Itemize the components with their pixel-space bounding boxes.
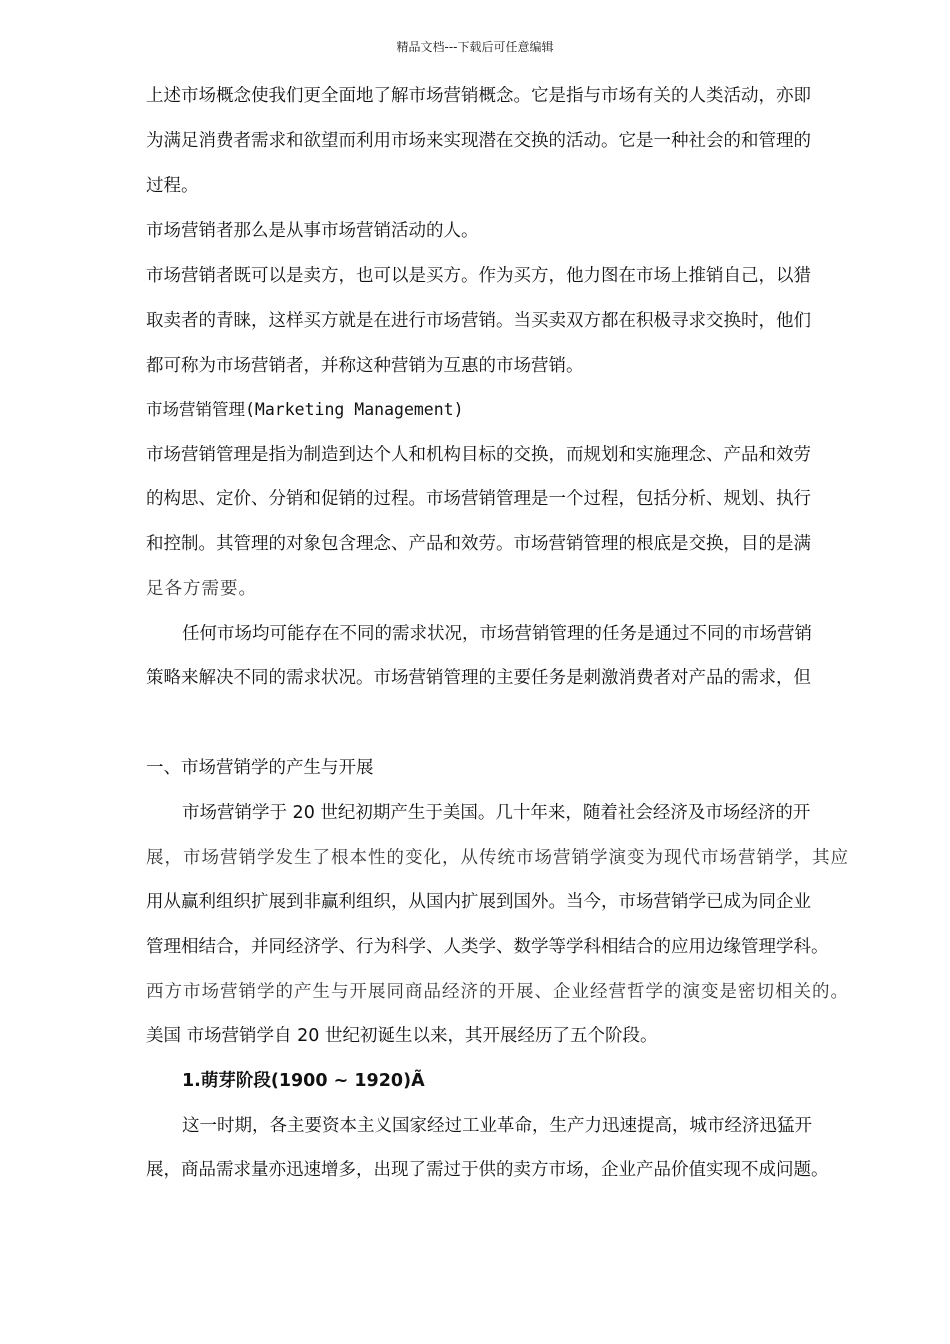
body-line: 过程。	[146, 176, 199, 196]
page-header: 精品文档---下载后可任意编辑	[396, 40, 554, 54]
section-heading: 市场营销管理(Marketing Management)	[146, 400, 464, 419]
body-line: 足各方需要。	[146, 579, 257, 599]
body-line: 取卖者的青睐，这样买方就是在进行市场营销。当买卖双方都在积极寻求交换时，他们	[146, 311, 811, 331]
subsection-heading: 1.萌芽阶段(1900 ~ 1920)Ã	[182, 1071, 425, 1091]
body-line: 市场营销者那么是从事市场营销活动的人。	[146, 221, 479, 241]
section-heading: 一、市场营销学的产生与开展	[146, 758, 374, 778]
body-line: 的构思、定价、分销和促销的过程。市场营销管理是一个过程，包括分析、规划、执行	[146, 489, 811, 509]
body-line: 西方市场营销学的产生与开展同商品经济的开展、企业经营哲学的演变是密切相关的。	[146, 982, 849, 1002]
body-line: 展，市场营销学发生了根本性的变化，从传统市场营销学演变为现代市场营销学，其应	[146, 848, 849, 868]
body-line: 市场营销者既可以是卖方，也可以是买方。作为买方，他力图在市场上推销自己，以猎	[146, 266, 811, 286]
body-line: 展，商品需求量亦迅速增多，出现了需过于供的卖方市场，企业产品价值实现不成问题。	[146, 1160, 829, 1180]
body-line: 美国 市场营销学自 20 世纪初诞生以来，其开展经历了五个阶段。	[146, 1026, 658, 1046]
body-line: 任何市场均可能存在不同的需求状况，市场营销管理的任务是通过不同的市场营销	[182, 624, 812, 644]
body-line: 市场营销学于 20 世纪初期产生于美国。几十年来，随着社会经济及市场经济的开	[182, 803, 811, 823]
body-line: 为满足消费者需求和欲望而利用市场来实现潜在交换的活动。它是一种社会的和管理的	[146, 131, 811, 151]
body-line: 策略来解决不同的需求状况。市场营销管理的主要任务是刺激消费者对产品的需求，但	[146, 668, 811, 688]
body-line: 这一时期，各主要资本主义国家经过工业革命，生产力迅速提高，城市经济迅猛开	[182, 1116, 812, 1136]
body-line: 和控制。其管理的对象包含理念、产品和效劳。市场营销管理的根底是交换，目的是满	[146, 534, 811, 554]
body-line: 市场营销管理是指为制造到达个人和机构目标的交换，而规划和实施理念、产品和效劳	[146, 445, 811, 465]
body-line: 上述市场概念使我们更全面地了解市场营销概念。它是指与市场有关的人类活动，亦即	[146, 86, 811, 106]
body-line: 用从赢利组织扩展到非赢利组织，从国内扩展到国外。当今，市场营销学已成为同企业	[146, 892, 811, 912]
body-line: 管理相结合，并同经济学、行为科学、人类学、数学等学科相结合的应用边缘管理学科。	[146, 937, 829, 957]
body-line: 都可称为市场营销者，并称这种营销为互惠的市场营销。	[146, 356, 584, 376]
